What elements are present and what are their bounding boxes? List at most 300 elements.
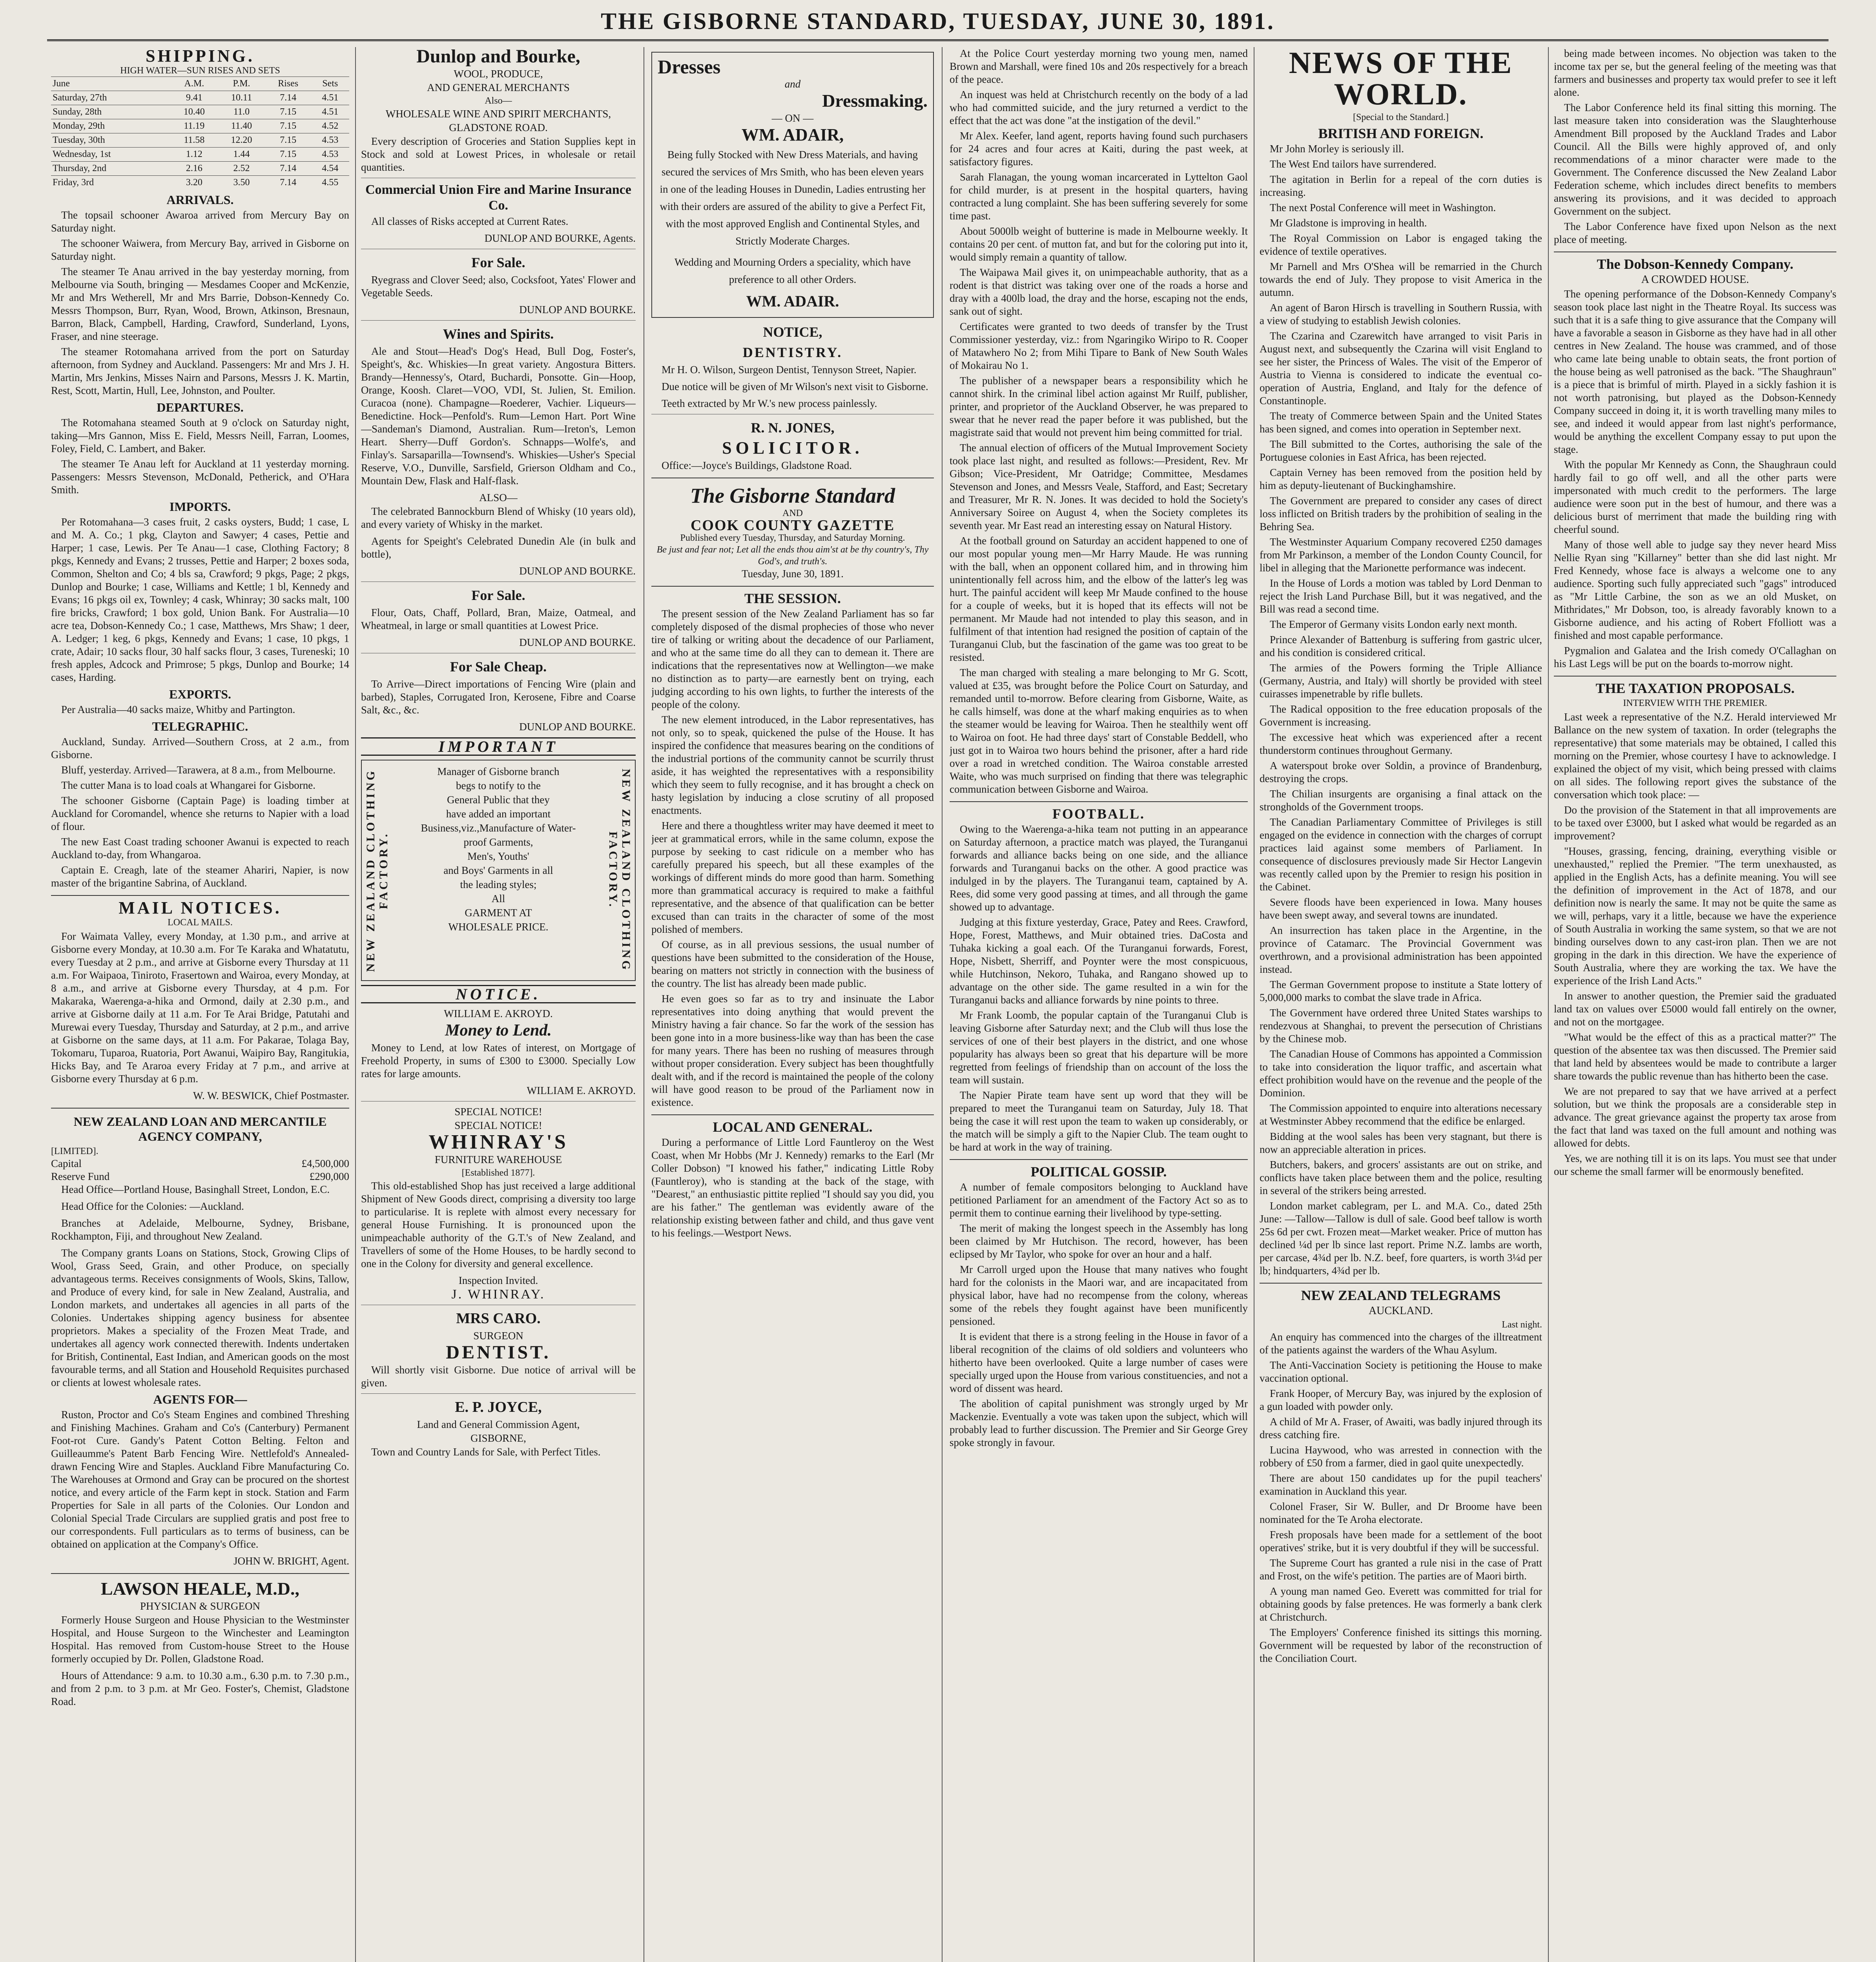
joyce-subtitle: Land and General Commission Agent, (417, 1419, 580, 1430)
tide-cell: 7.15 (265, 133, 311, 148)
masthead: THE GISBORNE STANDARD, TUESDAY, JUNE 30, 1891. (601, 8, 1275, 34)
for-sale-cheap-signature: DUNLOP AND BOURKE. (519, 721, 636, 733)
news-item: At the Police Court yesterday morning two young men, named Brown and Marshall, were fined 10s and 20s respectively for a breach of the peace. (950, 47, 1248, 85)
british-foreign-item: The Royal Commission on Labor is engaged taking the evidence of textile operatives. (1260, 232, 1542, 257)
exports-heading: EXPORTS. (169, 687, 231, 701)
dunlop-line: AND GENERAL MERCHANTS (427, 82, 570, 93)
session-paragraph: He even goes so far as to try and insinuate the Labor representatives into doing anything that would prevent the Ministry having a fair chance. So far the work of the session has been gone into in a more business-like way than has been the case for many years. There has been no rushing of measures through without proper consideration. Every subject has been thoughtfully dealt with, and if the record is maintained the people of the colony will have good reason to be proud of the Parliament now in existence. (651, 993, 934, 1108)
news-item: At the football ground on Saturday an accident happened to one of our most popular young men—Mr Harry Maude. He was running with the ball, when an opponent collared him, and in throwing him unintentionally fell across him, and the elbow of the latter's leg was hurt. The painful accident will keep Mr Maude confined to the house for a couple of weeks, but it is hoped that its effects will not be permanent. Mr Maude had not intended to play this season, and in fulfilment of that intention had resigned the position of captain of the Turanganui Club, but the fascination of the game was too great to be resisted. (950, 535, 1248, 663)
whinray-body: This old-established Shop has just received a large additional Shipment of New Goods direct, comprising a diversity too large to particularise. It is replete with almost every necessary for general House Furnishing. It is pronounced upon the unimpeachable authority of the G.T.'s of New Zealand, and Travellers of some of the Home Houses, to be hardly second to one in the Colony for diversity and general excellence. (361, 1180, 636, 1269)
arrival-item: The topsail schooner Awaroa arrived from Mercury Bay on Saturday night. (51, 209, 349, 234)
dunlop-line: Also— (485, 96, 512, 106)
tide-cell: Tuesday, 30th (51, 133, 171, 148)
nz-telegram-item: Fresh proposals have been made for a settlement of the boot operatives' strike, but it is very doubtful if they will be successful. (1260, 1529, 1542, 1554)
british-foreign-heading: BRITISH AND FOREIGN. (1318, 126, 1484, 141)
notice-banner: NOTICE. (361, 985, 636, 1003)
telegraphic-item: Captain E. Creagh, late of the steamer Ahariri, Napier, is now master of the brigantine Sabrina, of Auckland. (51, 864, 349, 889)
column-rule (942, 47, 943, 1962)
tide-header: June (51, 77, 171, 91)
clothing-factory-line: WHOLESALE PRICE. (448, 921, 549, 933)
divider (51, 1573, 349, 1574)
tide-cell: 12.20 (218, 133, 265, 148)
arrivals-heading: ARRIVALS. (166, 193, 234, 207)
football-paragraph: The Napier Pirate team have sent up word that they will be prepared to meet the Turanganui team on Saturday, July 18. That being the case it will rest upon the team to waken up considerably, or the match will be simply a gift to the Napier Club. The team ought to be hard at work in the way of training. (950, 1089, 1248, 1153)
tide-body (51, 91, 349, 190)
tide-cell: 3.50 (218, 176, 265, 190)
mrs-caro-body: Will shortly visit Gisborne. Due notice of arrival will be given. (361, 1364, 636, 1389)
clothing-factory-side-right: NEW ZEALAND CLOTHING FACTORY. (607, 769, 633, 972)
local-heading: LOCAL AND GENERAL. (713, 1119, 873, 1135)
standard-date: Tuesday, June 30, 1891. (742, 568, 844, 580)
important-banner: IMPORTANT (361, 737, 636, 756)
british-foreign-item: The excessive heat which was experienced after a recent thunderstorm continues throughout Germany. (1260, 731, 1542, 756)
session-paragraph: Of course, as in all previous sessions, the usual number of questions have been submitted to the consideration of the House, bearing on matters not strictly in connection with the business of the country. The list has already been made public. (651, 939, 934, 989)
news-item: being made between incomes. No objection was taken to the income tax per se, but the general feeling of the meeting was that farmers and businesses and property tax would prefer to see it left alone. (1554, 47, 1836, 98)
departure-item: The steamer Te Anau left for Auckland at 11 yesterday morning. Passengers: Messrs Stevenson, McDonald, Petherick, and O'Hara Smith. (51, 458, 349, 496)
tide-cell: 4.53 (311, 133, 349, 148)
tide-row (51, 148, 349, 162)
masthead-rule (47, 39, 1829, 41)
dobson-kennedy-paragraph: The opening performance of the Dobson-Kennedy Company's season took place last night in the Theatre Royal. Its success was such that it is a safe thing to give assurance that the Company will have a favorable a season in Gisborne as they have had in all other centres in New Zealand. The house was crammed, and of those who came late being unable to obtain seats, the front portion of the house being as well patronised as the back. "The Shaughraun" is a piece that is brimful of mirth. Played in a sickly fashion it is not worth patronising, but played as the Dobson-Kennedy Company succeed in doing it, it is worth travelling many miles to see, and indeed it would appear from last night's performance, would be anything the excellent Company essay to put upon the stage. (1554, 288, 1836, 455)
news-item: The Waipawa Mail gives it, on unimpeachable authority, that as a rodent is that district was taking over one of the roads a horse and dray with a 400lb load, the dray and the horse, escaping not the ends, sank out of sight. (950, 266, 1248, 317)
news-item: The annual election of officers of the Mutual Improvement Society took place last night, and resulted as follows:—President, Rev. Mr Gibson; Vice-President, Mr Oatridge; Committee, Mesdames Stevenson and Jones, and Messrs Veale, Stafford, and East; Secretary and Treasurer, Mr R. N. Jones. It was decided to hold the Society's Anniversary Soiree on August 4, when the Society completes its seventh year. Mr East read an interesting essay on Natural History. (950, 442, 1248, 531)
political-paragraph: A number of female compositors belonging to Auckland have petitioned Parliament for an amendment of the Factory Act so as to permit them to continue earning their livelihood by type-setting. (950, 1181, 1248, 1219)
tide-cell: Saturday, 27th (51, 91, 171, 105)
clothing-factory-line: Business,viz.,Manufacture of Water- (421, 822, 576, 834)
lawson-heale-body: Formerly House Surgeon and House Physician to the Westminster Hospital, and House Surgeon to the Winchester and Leamington Hospital. Has removed from Custom-house Street to the House formerly occupied by Dr. Pollen, Gladstone Road. (51, 1614, 349, 1665)
insurance-body: All classes of Risks accepted at Current Rates. (371, 215, 569, 227)
akroyd-title: WILLIAM E. AKROYD. (444, 1008, 553, 1019)
standard-subtitle: COOK COUNTY GAZETTE (690, 517, 895, 534)
tide-cell: Monday, 29th (51, 119, 171, 133)
tide-table (51, 77, 349, 190)
whinray-established: [Established 1877]. (461, 1168, 535, 1178)
british-foreign-item: London market cablegram, per L. and M.A. Co., dated 25th June: —Tallow—Tallow is dull of sale. Good beef tallow is worth 25s 6d per cwt. Frozen meat—Market weaker. Price of mutton has declined ¼d per lb since last report. Prime N.Z. lambs are worth, per carcase, 4¾d per lb. N.Z. beef, fore quarters, is worth 3¼d per lb; hindquarters, 4¾d per lb. (1260, 1200, 1542, 1276)
dunlop-bourke-title: Dunlop and Bourke, (416, 47, 580, 67)
tide-cell: Wednesday, 1st (51, 148, 171, 162)
british-foreign-item: A waterspout broke over Soldin, a province of Brandenburg, destroying the crops. (1260, 760, 1542, 784)
dobson-kennedy-heading: The Dobson-Kennedy Company. (1597, 256, 1794, 272)
adair-signature: WM. ADAIR. (746, 292, 839, 310)
for-sale-cheap-body: To Arrive—Direct importations of Fencing Wire (plain and barbed), Staples, Corrugated Iron, Kerosene, Fibre and Coarse Salt, &c., &c. (361, 678, 636, 716)
tide-cell: 7.15 (265, 148, 311, 162)
tide-cell: 1.44 (218, 148, 265, 162)
tide-header: Sets (311, 77, 349, 91)
political-heading: POLITICAL GOSSIP. (1030, 1164, 1167, 1180)
lawson-heale-subtitle: PHYSICIAN & SURGEON (140, 1600, 261, 1612)
whinray-subtitle: FURNITURE WAREHOUSE (434, 1154, 562, 1165)
nz-telegrams-heading: NEW ZEALAND TELEGRAMS (1301, 1287, 1501, 1303)
british-foreign-item: The Chilian insurgents are organising a final attack on the strongholds of the Government troops. (1260, 788, 1542, 813)
loan-body: The Company grants Loans on Stations, Stock, Growing Clips of Wool, Grass Seed, Grain, and other Produce, on specially advantageous terms. Receives consignments of Wools, Skins, Tallow, and Produce of every kind, for sale in New Zealand, Australia, and London markets, and undertakes all agencies in all parts of the Colonies. Undertakes shipping agency business for absentee proprietors. Makes a speciality of the Frozen Meat Trade, and undertakes all agency work connected therewith. Indents undertaken for British, Continental, East Indian, and American goods on the most favourable terms, and all Station and Household Requisites purchased or clients at lowest wholesale rates. (51, 1247, 349, 1388)
adair-ad (651, 52, 934, 318)
clothing-factory-side-left: NEW ZEALAND CLOTHING FACTORY. (364, 769, 390, 972)
clothing-factory-ad (361, 760, 636, 981)
british-foreign-item: The agitation in Berlin for a repeal of the corn duties is increasing. (1260, 173, 1542, 198)
news-item: Mr Alex. Keefer, land agent, reports having found such purchasers for 24 acres and four acres at Kaiti, during the past week, at satisfactory figures. (950, 130, 1248, 168)
tide-row (51, 119, 349, 133)
tide-cell: 10.40 (171, 105, 218, 119)
clothing-factory-body (385, 764, 611, 934)
political-paragraph: Mr Carroll urged upon the House that many natives who fought hard for the colonists in the Maori war, and are incapacitated from physical labor, have had no recompense from the colony, whereas some of the rebels they fought against have been munificently pensioned. (950, 1264, 1248, 1327)
news-item: The man charged with stealing a mare belonging to Mr G. Scott, valued at £35, was brought before the Police Court on Saturday, and remanded until to-morrow. Before clearing from Gisborne, Waite, as he calls himself, was done at the wharf making enquiries as to when the steamer would be leaving for Wairoa. Then he stealthily went off to Wairoa on foot. He had three days' start of Constable Beddell, who just got in to Wairoa two hours behind the prisoner, after a hard ride over a road in wretched condition. The Wairoa constable arrested Waite, who was much surprised on finding that there was telegraphic communication between Gisborne and Wairoa. (950, 667, 1248, 795)
taxation-paragraph: "What would be the effect of this as a practical matter?" The question of the absentee tax was then discussed. The Premier said that land held by absentees would be made to contribute a larger share towards the public revenue than has hitherto been the case. (1554, 1031, 1836, 1082)
british-foreign-item: Mr John Morley is seriously ill. (1270, 143, 1404, 155)
dentist-title: DENTIST. (446, 1342, 551, 1363)
british-foreign-item: An insurrection has taken place in the Argentine, in the province of Catamarc. The Provincial Government was overthrown, and a provisional administration has been appointed instead. (1260, 924, 1542, 975)
capital-value: £4,500,000 (301, 1158, 349, 1169)
tide-cell: 2.16 (171, 162, 218, 176)
wines-title: Wines and Spirits. (443, 326, 554, 342)
tide-cell: 1.12 (171, 148, 218, 162)
political-paragraph: The merit of making the longest speech in the Assembly has long been claimed by Mr Hutchison. The record, however, has been eclipsed by Mr Taylor, who spoke for over an hour and a half. (950, 1222, 1248, 1260)
reserve-value: £290,000 (309, 1171, 349, 1182)
nz-telegram-item: The Employers' Conference finished its sittings this morning. Government will be requested by labor of the reconstruction of the Conciliation Court. (1260, 1626, 1542, 1664)
british-foreign-item: Mr Gladstone is improving in health. (1270, 217, 1427, 229)
money-to-lend-body: Money to Lend, at low Rates of interest, on Mortgage of Freehold Property, in sums of £300 to £3000. Specially Low rates for large amounts. (361, 1042, 636, 1079)
telegraphic-heading: TELEGRAPHIC. (152, 719, 248, 733)
tide-title: HIGH WATER—SUN RISES AND SETS (120, 66, 280, 76)
column-rule (355, 47, 356, 1962)
special-label: [Special to the Standard.] (1353, 112, 1449, 122)
tide-cell: 4.53 (311, 148, 349, 162)
british-foreign-item: The Canadian House of Commons has appointed a Commission to take into consideration the liquor traffic, and ascertain what effect prohibition would have on the revenue and the people of the Dominion. (1260, 1048, 1542, 1099)
imports-heading: IMPORTS. (169, 500, 231, 514)
british-foreign-list (1260, 142, 1542, 1277)
british-foreign-item: Mr Parnell and Mrs O'Shea will be remarried in the Church towards the end of July. They propose to visit America in the autumn. (1260, 261, 1542, 298)
british-foreign-item: The Bill submitted to the Cortes, authorising the sale of the Portuguese colonies in East Africa, has been rejected. (1260, 438, 1542, 463)
for-sale-signature: DUNLOP AND BOURKE. (519, 304, 636, 315)
jones-office: Office:—Joyce's Buildings, Gladstone Road. (662, 460, 852, 471)
for-sale-title: For Sale. (471, 255, 525, 270)
tide-cell: 7.14 (265, 162, 311, 176)
football-heading: FOOTBALL. (1052, 806, 1145, 822)
british-foreign-item: The Emperor of Germany visits London early next month. (1270, 618, 1517, 630)
session-article (651, 607, 934, 1109)
nz-telegrams-subheading: AUCKLAND. (1368, 1305, 1433, 1317)
loan-colony-office: Head Office for the Colonies: —Auckland. (61, 1200, 244, 1212)
adair-wedding: Wedding and Mourning Orders a speciality, which have preference to all other Orders. (675, 256, 911, 285)
news-item: About 5000lb weight of butterine is made in Melbourne weekly. It contains 20 per cent. of mutton fat, and but for the coloring put into it, would simply remain a quantity of tallow. (950, 225, 1248, 263)
nz-telegram-item: A child of Mr A. Fraser, of Awaiti, was badly injured through its dress catching fire. (1260, 1416, 1542, 1441)
british-foreign-item: Severe floods have been experienced in Iowa. Many houses have been swept away, and several towns are inundated. (1260, 896, 1542, 921)
telegraphic-item: Bluff, yesterday. Arrived—Tarawera, at 8 a.m., from Melbourne. (61, 764, 336, 776)
tide-cell: 4.51 (311, 105, 349, 119)
standard-and: AND (782, 508, 803, 518)
news-item: The Labor Conference held its final sitting this morning. The last measure taken into consideration was the Slaughterhouse Amendment Bill proposed by the Auckland Trades and Labor Council. All the Bills were highly approved of, and only recommendations of a minor character were made to the Government. The Conference discussed the New Zealand Labor Federation scheme, which includes direct benefits to members answering its provisions, and it was decided to approach Government on the subject. (1554, 102, 1836, 217)
divider (361, 320, 636, 321)
mail-text: For Waimata Valley, every Monday, at 1.30 p.m., and arrive at Gisborne every Monday, at 10.30 a.m. For Te Karaka and Whatatutu, every Tuesday at 2 p.m., and arrive at Gisborne every Thursday at 11 a.m. For Waipaoa, Tiniroto, Frasertown and Wairoa, every Monday, at 8 a.m., and arrive at Gisborne every Thursday, at 4 p.m. For Makaraka, Waerenga-a-hika and Ormond, daily at 2.30 p.m., and arrive at Gisborne daily at 11 a.m. For Te Arai Bridge, Patutahi and Murewai every Tuesday, Thursday and Saturday, at 2 p.m., and arrive at Gisborne on the same days, at 11 a.m. For Pakarae, Tolaga Bay, Tokomaru, Tuparoa, Ruatoria, Port Awanui, Waipiro Bay, Rangitukia, Hicks Bay, and Te Araroa every Friday at 7 p.m., and arrive at Gisborne every Thursday at 6 p.m. (51, 930, 349, 1085)
tide-cell: Sunday, 28th (51, 105, 171, 119)
dobson-kennedy-paragraph: Pygmalion and Galatea and the Irish comedy O'Callaghan on his Last Legs will be put on the boards to-morrow night. (1554, 645, 1836, 669)
for-sale-2-title: For Sale. (471, 587, 525, 603)
joyce-place: GISBORNE, (470, 1432, 526, 1444)
news-item: Certificates were granted to two deeds of transfer by the Trust Commissioner yesterday, viz.: from Ngaringiko Wiripo to R. Cooper of Matawhero No 2; from Mihi Tipare to Bank of New South Wales of Mokairau No 1. (950, 321, 1248, 371)
mail-heading: MAIL NOTICES. (119, 898, 282, 917)
column-6 (1554, 47, 1836, 1962)
column-2 (361, 47, 636, 1962)
loan-office: Head Office—Portland House, Basinghall Street, London, E.C. (61, 1183, 330, 1195)
whinray-signature: J. WHINRAY. (451, 1287, 545, 1302)
notice-title: NOTICE, (763, 324, 822, 340)
clothing-factory-line: have added an important (446, 808, 551, 820)
political-article (950, 1181, 1248, 1449)
taxation-paragraph: Yes, we are nothing till it is on its laps. You must see that under our scheme the small farmer will be enormously benefited. (1554, 1152, 1836, 1177)
divider (51, 895, 349, 896)
arrivals-list (51, 209, 349, 397)
clothing-factory-line: and Boys' Garments in all (443, 864, 553, 876)
clothing-factory-line: Manager of Gisborne branch (437, 766, 560, 777)
news-item: The Labor Conference have fixed upon Nelson as the next place of meeting. (1554, 221, 1836, 245)
money-to-lend-title: Money to Lend. (445, 1021, 552, 1039)
divider (950, 801, 1248, 802)
tide-cell: 3.20 (171, 176, 218, 190)
tide-cell: 7.15 (265, 105, 311, 119)
departure-item: The Rotomahana steamed South at 9 o'clock on Saturday night, taking—Mrs Gannon, Miss E. Field, Messrs Neill, Farran, Loomes, Foley, Field, C. Lambert, and Baker. (51, 417, 349, 454)
joyce-title: E. P. JOYCE, (455, 1399, 542, 1415)
loan-branches: Branches at Adelaide, Melbourne, Sydney, Brisbane, Rockhampton, Fiji, and throughout New Zealand. (51, 1217, 349, 1242)
tide-cell: 11.40 (218, 119, 265, 133)
divider (361, 1393, 636, 1394)
taxation-paragraph: We are not prepared to say that we have arrived at a perfect solution, but we think the proposals are a considerable step in advance. The great grievance against the property tax arose from the fact that land was taxed on the full amount and nothing was allowed for debts. (1554, 1085, 1836, 1149)
insurance-signature: DUNLOP AND BOURKE, Agents. (484, 232, 636, 244)
insurance-title: Commercial Union Fire and Marine Insurance Co. (365, 182, 631, 213)
tide-row (51, 133, 349, 148)
british-foreign-item: An agent of Baron Hirsch is travelling in Southern Russia, with a view of studying to establish Jewish colonies. (1260, 302, 1542, 326)
speight-text: Agents for Speight's Celebrated Dunedin Ale (in bulk and bottle), (361, 535, 636, 560)
tide-cell: 11.58 (171, 133, 218, 148)
british-foreign-item: The Commission appointed to enquire into alterations necessary at Westminster Abbey recommend that the edifice be enlarged. (1260, 1102, 1542, 1127)
adair-and: and (784, 78, 801, 90)
for-sale-2-signature: DUNLOP AND BOURKE. (519, 636, 636, 648)
dentistry-title: DENTISTRY. (742, 345, 843, 360)
wilson-teeth: Teeth extracted by Mr W.'s new process painlessly. (662, 398, 877, 409)
tide-cell: 11.19 (171, 119, 218, 133)
shipping-heading: SHIPPING. (146, 47, 255, 66)
tide-cell: 4.51 (311, 91, 349, 105)
arrival-item: The steamer Te Anau arrived in the bay yesterday morning, from Melbourne via South, bringing — Mesdames Cooper and McKenzie, Mr and Mrs Wetherell, Mr and Mrs Barrie, Dobson-Kennedy Co. Messrs Thompson, Burr, Ryan, Wood, Brown, Atkinson, Bresnaun, Barron, Black, Campbell, Harding, Crawford, Sunderland, Lyons, Fraser, and nine steerage. (51, 266, 349, 342)
tide-cell: 7.14 (265, 176, 311, 190)
solicitor-title: SOLICITOR. (722, 438, 863, 458)
dobson-kennedy-paragraph: With the popular Mr Kennedy as Conn, the Shaughraun could hardly fail to go off well, and all the other parts were impersonated with much credit to the performers. The large audience were soon put in the best of humour, and there was a delicious burst of merriment that made the building ring with cheerful sound. (1554, 459, 1836, 535)
news-item: An inquest was held at Christchurch recently on the body of a lad who had committed suicide, and the jury returned a verdict to the effect that the act was done "at the instigation of the devil." (950, 89, 1248, 126)
money-to-lend-signature: WILLIAM E. AKROYD. (527, 1085, 636, 1096)
nz-telegrams-time: Last night. (1502, 1320, 1542, 1330)
football-paragraph: Judging at this fixture yesterday, Grace, Patey and Rees. Crawford, Hope, Forest, Matthews, and Muir obtained tries. DaCosta and Tuhaka kicking a goal each. Of the Turanganui forwards, Forest, Hope, Nisbett, Sherriff, and Poynter were the most conspicuous, while Hutchinson, Nekoro, Tuhaka, and Rangano showed up to advantage on the other side. The game resulted in a win for the Turanganui backs and alliance forwards by nine points to three. (950, 916, 1248, 1006)
british-foreign-item: The Canadian Parliamentary Committee of Privileges is still engaged on the evidence in connection with the charges of corrupt practices laid against some members of Parliament. In consequence of disclosures previously made Sir Hector Langevin was recently called upon by the Premier to resign his position in the Cabinet. (1260, 816, 1542, 893)
lawson-heale-title: LAWSON HEALE, M.D., (100, 1579, 300, 1599)
nz-telegram-item: An enquiry has commenced into the charges of the illtreatment of the patients against the warders of the Whau Asylum. (1260, 1331, 1542, 1356)
telegraphic-item: Auckland, Sunday. Arrived—Southern Cross, at 2 a.m., from Gisborne. (51, 736, 349, 760)
session-heading: THE SESSION. (744, 591, 841, 606)
tide-header-row (51, 77, 349, 91)
taxation-heading: THE TAXATION PROPOSALS. (1595, 680, 1795, 696)
british-foreign-item: In the House of Lords a motion was tabled by Lord Denman to reject the Irish Land Purchase Bill, but it was negatived, and the Bill was read a second time. (1260, 577, 1542, 615)
dunlop-line: GLADSTONE ROAD. (449, 122, 548, 133)
taxation-paragraph: "Houses, grassing, fencing, draining, everything visible or unexhausted," replied the Premier. "The term unexhausted, as applied in the English Acts, has a definite meaning. You will see the definition of improvement in the Act of 1878, and our definition now is nearly the same. It may not be quite the same as we will, perhaps, vary it a little, because we have the experience of South Australia in working the same system, so that we are not binding ourselves down to any cast-iron plan. Then we are not groping in the dark in this direction. We have the experience of South Australia, where they are working the tax. We have the experience of the Irish Land Acts." (1554, 845, 1836, 986)
british-foreign-item: The Czarina and Czarewitch have arranged to visit Paris in August next, and subsequently the Czarina will visit England to see her sister, the Princess of Wales. The visit of the Emperor of Austria to Vienna is considered to indicate the eventual co-operation of Austria, England, and Italy for the defence of Constantinople. (1260, 330, 1542, 407)
british-foreign-item: The Radical opposition to the free education proposals of the Government is increasing. (1260, 703, 1542, 728)
football-article (950, 823, 1248, 1154)
political-paragraph: The abolition of capital punishment was strongly urged by Mr Mackenzie. Eventually a vote was taken upon the subject, which will probably lead to further discussion. The Premier and Sir George Grey spoke strongly in favour. (950, 1398, 1248, 1448)
clothing-factory-line: General Public that they (447, 794, 550, 806)
news-item: The publisher of a newspaper bears a responsibility which he cannot shirk. In the criminal libel action against Mr Ruilf, publisher, printer, and proprietor of the Auckland Observer, he was prepared to swear that he never read the paper before it was published, but the magistrate said that would not prevent him being committed for trial. (950, 375, 1248, 438)
nz-telegram-item: Frank Hooper, of Mercury Bay, was injured by the explosion of a gun loaded with powder only. (1260, 1388, 1542, 1412)
tide-header: A.M. (171, 77, 218, 91)
british-foreign-item: Captain Verney has been removed from the position held by him as deputy-lieutenant of Buckinghamshire. (1260, 467, 1542, 491)
tide-row (51, 91, 349, 105)
nz-telegram-item: Lucina Haywood, who was arrested in connection with the robbery of £50 from a farmer, died in gaol quite unexpectedly. (1260, 1444, 1542, 1469)
tide-cell: 4.54 (311, 162, 349, 176)
labor-conference-items (1554, 47, 1836, 246)
nz-telegram-item: There are about 150 candidates up for the pupil teachers' examination in Auckland this year. (1260, 1472, 1542, 1497)
divider (651, 1114, 934, 1115)
special-notice: SPECIAL NOTICE! (454, 1106, 542, 1118)
column-3 (651, 47, 934, 1962)
adair-dressmaking: Dressmaking. (822, 91, 928, 111)
news-item: Sarah Flanagan, the young woman incarcerated in Lyttelton Gaol for child murder, is at present in the hospital quarters, having contracted a lung complaint. She has been suffering severely for some time past. (950, 171, 1248, 222)
telegraphic-item: The cutter Mana is to load coals at Whangarei for Gisborne. (61, 779, 316, 791)
dobson-kennedy-subheading: A CROWDED HOUSE. (1641, 274, 1749, 286)
loan-company-title: NEW ZEALAND LOAN AND MERCANTILE AGENCY COMPANY, (73, 1114, 327, 1143)
adair-name: WM. ADAIR, (741, 125, 844, 144)
agents-signature: JOHN W. BRIGHT, Agent. (233, 1555, 349, 1567)
column-1 (51, 47, 349, 1962)
british-foreign-item: The West End tailors have surrendered. (1270, 158, 1437, 170)
dunlop-line: WOOL, PRODUCE, (454, 68, 543, 80)
column-4 (950, 47, 1248, 1962)
dunlop-body: Every description of Groceries and Station Supplies kept in Stock and sold at Lowest Prices, in wholesale or retail quantities. (361, 135, 636, 173)
loan-limited: [LIMITED]. (51, 1146, 98, 1156)
taxation-paragraph: In answer to another question, the Premier said the graduated land tax on values over £5000 would fall entirely on the owner, and not on the mortgagee. (1554, 990, 1836, 1028)
british-foreign-item: The German Government propose to institute a State lottery of 5,000,000 marks to combat the slave trade in Africa. (1260, 979, 1542, 1003)
divider (950, 1159, 1248, 1160)
for-sale-body: Ryegrass and Clover Seed; also, Cocksfoot, Yates' Flower and Vegetable Seeds. (361, 274, 636, 299)
tide-cell: 10.11 (218, 91, 265, 105)
jones-title: R. N. JONES, (751, 420, 835, 436)
adair-dresses: Dresses (658, 56, 721, 78)
whinray-inspection: Inspection Invited. (458, 1275, 538, 1286)
mail-signature: W. W. BESWICK, Chief Postmaster. (193, 1090, 349, 1101)
column-5 (1260, 47, 1542, 1962)
capital-row (51, 1157, 349, 1170)
tide-cell: 2.52 (218, 162, 265, 176)
reserve-label: Reserve Fund (51, 1171, 110, 1182)
tide-header: Rises (265, 77, 311, 91)
nz-telegram-item: The Anti-Vaccination Society is petitioning the House to make vaccination optional. (1260, 1359, 1542, 1384)
tide-cell: Friday, 3rd (51, 176, 171, 190)
column-rule (1548, 47, 1549, 1962)
clothing-factory-line: begs to notify to the (456, 780, 541, 791)
local-text: During a performance of Little Lord Fauntleroy on the West Coast, when Mr Hobbs (Mr J. Kennedy) remarks to the Earl (Mr Coller Dobson) "I knowed his father," indicating Little Roby (Fauntleroy), who is standing at the back of the stage, with "Dearest," an enthusiastic pittite replied "I should say you did, you are his father." The gentleman was evidently aware of the relationship existing between father and child, and thus gave vent to his feelings.—Westport News. (651, 1136, 934, 1239)
standard-masthead (651, 484, 934, 580)
dobson-kennedy-paragraph: Many of those well able to judge say they never heard Miss Nellie Ryan sing "Killarney" better than she did last night. Mr Fred Kennedy, whose face is always a welcome one to any audience. Sporting such fully appreciated such "gags" introduced as "Mr Little Carbine, the son as we an old Musket, on Mithridates," Mr Dobson, too, is already favorably known to a Gisborne audience, and his acting of Robert Ffolliott was a finished and most capable performance. (1554, 539, 1836, 641)
tide-cell: 9.41 (171, 91, 218, 105)
football-paragraph: Owing to the Waerenga-a-hika team not putting in an appearance on Saturday afternoon, a practice match was played, the Turanganui forwards and alliance backs being on one side, and the alliance forwards and Turanganui backs on the other. A good practice was indulged in by the players. The Turanganui team, captained by A. Rees, did some very good passing at times, and all through the game showed up to advantage. (950, 823, 1248, 913)
session-paragraph: Here and there a thoughtless writer may have deemed it meet to jeer at grammatical errors, while in the same column, expose the purpose by seeking to cast ridicule on a member who has carefully prepared his speech, but all these examples of the workings of different minds do more good than harm. Something more than grammatical accuracy is required to make a faithful representative, and the absence of that qualification can be better excused than can traits in the character of some of the most polished of members. (651, 820, 934, 935)
british-foreign-item: The Government have ordered three United States warships to rendezvous at Shanghai, to prevent the persecution of Christians by the Chinese mob. (1260, 1007, 1542, 1045)
taxation-article (1554, 711, 1836, 1178)
mail-subheading: LOCAL MAILS. (168, 917, 233, 928)
for-sale-cheap-title: For Sale Cheap. (450, 659, 547, 675)
divider (651, 586, 934, 587)
joyce-body: Town and Country Lands for Sale, with Perfect Titles. (371, 1446, 601, 1458)
nz-telegrams-list (1260, 1331, 1542, 1665)
tide-header: P.M. (218, 77, 265, 91)
arrival-item: The schooner Waiwera, from Mercury Bay, arrived in Gisborne on Saturday night. (51, 237, 349, 262)
speight-signature: DUNLOP AND BOURKE. (519, 565, 636, 577)
lawson-heale-hours: Hours of Attendance: 9 a.m. to 10.30 a.m., 6.30 p.m. to 7.30 p.m., and from 2 p.m. to 3 p.m. at Mr Geo. Foster's, Chemist, Gladstone Road. (51, 1670, 349, 1707)
bannockburn-text: The celebrated Bannockburn Blend of Whisky (10 years old), and every variety of Whisky in the market. (361, 505, 636, 530)
session-paragraph: The new element introduced, in the Labor representatives, has not only, so to speak, quickened the pulse of the House. It has inspired the confidence that measures bearing on the conditions of the industrial portions of the community cannot be scurrily thrust aside, it has weighted the representatives with a responsibility which they seem to fully recognise, and it has brought a check on hasty legislation by inducing a close scrutiny of all proposed enactments. (651, 714, 934, 816)
standard-publication: Published every Tuesday, Thursday, and Saturday Morning. (680, 533, 905, 543)
dobson-kennedy-article (1554, 288, 1836, 670)
whinray-title: WHINRAY'S (428, 1131, 568, 1153)
clothing-factory-line: GARMENT AT (465, 907, 532, 919)
departures-heading: DEPARTURES. (157, 400, 244, 414)
clothing-factory-line: Men's, Youths' (467, 850, 529, 862)
telegraphic-list (51, 735, 349, 890)
tide-cell: 4.55 (311, 176, 349, 190)
tide-row (51, 162, 349, 176)
telegraphic-item: The schooner Gisborne (Captain Page) is loading timber at Auckland for Coromandel, whence she returns to Napier with a load of flour. (51, 795, 349, 832)
agents-text: Ruston, Proctor and Co's Steam Engines and combined Threshing and Finishing Machines. Graham and Co's (Canterbury) Permanent Foot-rot Cure. Gandy's Patent Cotton Belting. Felton and Guilleaumme's Patent Barb Fencing Wire. Nettlefold's Annealed-drawn Fencing Wire and Staples. Auckland Fibre Manufacturing Co. The Warehouses at Ormond and Gray can be procured on the shortest notice, and every article of the Farm kept in stock. Station and Farm Properties for Sale in all parts of the Colonies. Our London and Colonial Special Trade Circulars are supplied gratis and post free to our correspondents. Full particulars as to terms of business, can be obtained on application at the Company's Office. (51, 1409, 349, 1550)
news-of-the-world-title: NEWS OF THE WORLD. (1289, 47, 1513, 111)
clothing-factory-line: All (491, 893, 505, 904)
for-sale-2-body: Flour, Oats, Chaff, Pollard, Bran, Maize, Oatmeal, and Wheatmeal, in large or small quantities at Lowest Price. (361, 607, 636, 631)
tide-cell: 7.15 (265, 119, 311, 133)
adair-on: — ON — (771, 112, 814, 124)
tide-row (51, 105, 349, 119)
wilson-body: Due notice will be given of Mr Wilson's next visit to Gisborne. (662, 381, 928, 392)
british-foreign-item: The armies of the Powers forming the Triple Alliance (Germany, Austria, and Italy) will shortly be provided with steel cuirasses impenetrable by rifle bullets. (1260, 662, 1542, 700)
nz-telegram-item: A young man named Geo. Everett was committed for trial for obtaining goods by false pretences. He was formerly a bank clerk at Christchurch. (1260, 1585, 1542, 1623)
taxation-paragraph: Do the provision of the Statement in that all improvements are to be taxed over £3000, but I asked what would be regarded as an improvement? (1554, 804, 1836, 842)
standard-title: The Gisborne Standard (690, 484, 895, 507)
nz-telegram-item: The Supreme Court has granted a rule nisi in the case of Pratt and Frost, on the wife's petition. The parties are of Maori birth. (1260, 1557, 1542, 1582)
british-foreign-item: Bidding at the wool sales has been very stagnant, but there is now an appreciable alteration in prices. (1260, 1131, 1542, 1155)
tide-cell: 4.52 (311, 119, 349, 133)
british-foreign-item: The treaty of Commerce between Spain and the United States has been signed, and comes into operation in September next. (1260, 410, 1542, 435)
also-label: ALSO— (479, 492, 518, 503)
standard-motto: Be just and fear not; Let all the ends thou aim'st at be thy country's, Thy God's, and truth's. (656, 545, 929, 567)
exports-text: Per Australia—40 sacks maize, Whitby and Partington. (61, 704, 295, 715)
arrival-item: The steamer Rotomahana arrived from the port on Saturday afternoon, from Sydney and Auckland. Passengers: Mr and Mrs J. H. Martin, Mrs Jenkins, Misses Nairn and Parsons, Messrs J. K. Martin, Rest, Scott, Martin, Hull, Lee, Johnston, and Poulter. (51, 346, 349, 396)
special-notice: SPECIAL NOTICE! (454, 1120, 542, 1131)
clothing-factory-line: the leading styles; (460, 879, 537, 890)
adair-body: Being fully Stocked with New Dress Materials, and having secured the services of Mrs Smith, who has been eleven years in one of the leading Houses in Dunedin, Ladies entrusting her with their orders are assured of the ability to give a Perfect Fit, with the most approved English and Continental Styles, and Strictly Moderate Charges. (660, 149, 926, 247)
british-foreign-item: Butchers, bakers, and grocers' assistants are out on strike, and conflicts have taken place between them and the police, resulting in several of the strikers being arrested. (1260, 1159, 1542, 1196)
local-news-items (950, 47, 1248, 796)
tide-cell: 11.0 (218, 105, 265, 119)
political-paragraph: It is evident that there is a strong feeling in the House in favor of a liberal recognition of the claims of old soldiers and volunteers who hitherto have been overlooked. Quite a large number of cases were specially urged upon the House from various constituencies, and not a word of dissent was heard. (950, 1331, 1248, 1394)
divider (51, 1108, 349, 1109)
football-paragraph: Mr Frank Loomb, the popular captain of the Turanganui Club is leaving Gisborne after Saturday next; and the Club will thus lose the services of one of their best players in the district, and one whose popularity has always been so great that his departure will be more regretted from feelings of friendship than on account of the loss the team will sustain. (950, 1009, 1248, 1086)
tide-row (51, 176, 349, 190)
divider (1260, 1283, 1542, 1284)
tide-cell: Thursday, 2nd (51, 162, 171, 176)
telegraphic-item: The new East Coast trading schooner Awanui is expected to reach Auckland to-day, from Whangaroa. (51, 836, 349, 861)
taxation-subheading: INTERVIEW WITH THE PREMIER. (1623, 698, 1767, 708)
agents-heading: AGENTS FOR— (153, 1392, 247, 1406)
british-foreign-item: Prince Alexander of Battenburg is suffering from gastric ulcer, and his condition is considered critical. (1260, 634, 1542, 658)
clothing-factory-line: proof Garments, (463, 836, 533, 848)
capital-label: Capital (51, 1158, 82, 1169)
nz-telegram-item: Colonel Fraser, Sir W. Buller, and Dr Broome have been nominated for the Te Aroha electorate. (1260, 1501, 1542, 1525)
taxation-paragraph: Last week a representative of the N.Z. Herald interviewed Mr Ballance on the new system of taxation. In order (telegraphs the representative) that some materials may be obtained, I called this morning on the Premier, whose courtesy I have to acknowledge. I explained the object of my visit, which being pressed with claims on all sides. The following report gives the substance of the conversation which took place: — (1554, 711, 1836, 800)
mrs-caro-surgeon: SURGEON (473, 1330, 523, 1342)
tide-cell: 7.14 (265, 91, 311, 105)
